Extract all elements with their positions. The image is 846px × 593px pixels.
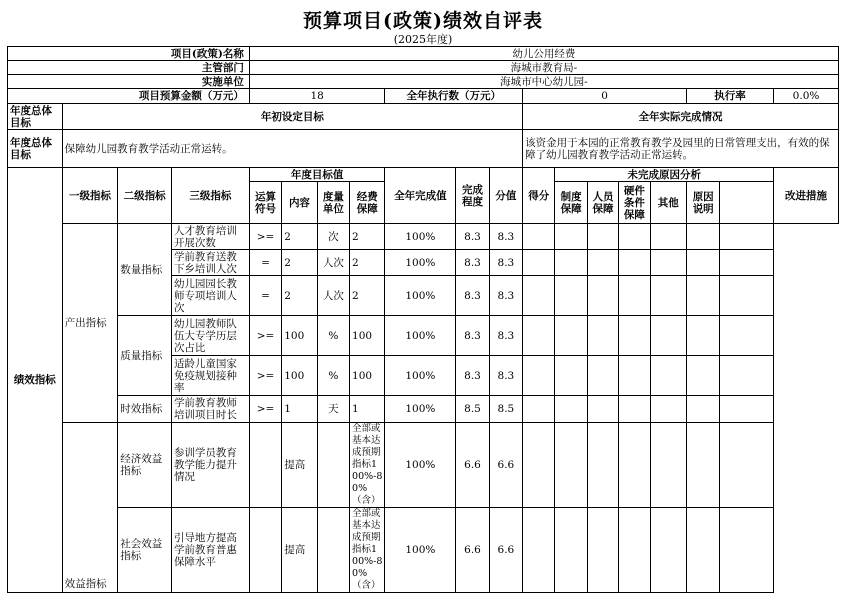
- rate-label: 执行率: [687, 89, 774, 104]
- indicator-name: 学前教育送教下乡培训人次: [171, 250, 249, 276]
- goals-section-label: 年度总体目标: [8, 104, 63, 130]
- staff-header: 人员保障: [587, 182, 618, 224]
- indicator-unit: [317, 508, 349, 593]
- indicator-op: [249, 508, 281, 593]
- indicator-score: 8.3: [456, 316, 489, 356]
- indicator-content: 2: [282, 250, 317, 276]
- indicator-annual: 100: [350, 356, 385, 396]
- indicator-degree: 100%: [385, 250, 456, 276]
- indicator-score: 8.3: [456, 276, 489, 316]
- indicator-name: 幼儿园园长教师专项培训人次: [171, 276, 249, 316]
- actual-goal-text: 该资金用于本园的正常教育教学及园里的日常管理支出，有效的保障了幼儿园教育教学活动正常运转。: [523, 130, 839, 168]
- initial-goal-header: 年初设定目标: [62, 104, 522, 130]
- indicator-op: [249, 423, 281, 508]
- table-row: [8, 396, 839, 423]
- indicator-degree: 100%: [385, 508, 456, 593]
- indicator-name: 学前教育教师培训项目时长: [171, 396, 249, 423]
- exec-value: 0: [523, 89, 687, 104]
- report-title: 预算项目(政策)绩效自评表: [303, 10, 543, 32]
- indicator-content: 2: [282, 276, 317, 316]
- indicator-score: 6.6: [456, 508, 489, 593]
- goals-section-label-2: 年度总体目标: [8, 130, 63, 168]
- indicator-op: >=: [249, 396, 281, 423]
- lvl3-header: 三级指标: [171, 168, 249, 224]
- level1-output: 产出指标: [62, 224, 118, 423]
- goals-header-row: [8, 104, 839, 130]
- info-row-budget: [8, 89, 839, 104]
- actual-goal-header: 全年实际完成情况: [523, 104, 839, 130]
- indicator-got: 8.3: [489, 250, 522, 276]
- indicator-header-row-1: [8, 168, 839, 182]
- improve-header: 改进措施: [774, 168, 839, 224]
- indicator-got: 6.6: [489, 423, 522, 508]
- unfinished-group-header: 未完成原因分析: [555, 168, 774, 182]
- indicator-unit: 天: [317, 396, 349, 423]
- indicator-content: 提高: [282, 508, 317, 593]
- indicator-degree: 100%: [385, 276, 456, 316]
- indicator-got: 8.3: [489, 356, 522, 396]
- indicator-annual: 2: [350, 276, 385, 316]
- indicator-got: 8.3: [489, 316, 522, 356]
- fund-header: 经费保障: [350, 182, 385, 224]
- indicator-annual: 全部或基本达成预期指标100%-80%（含）: [350, 508, 385, 593]
- indicator-unit: %: [317, 316, 349, 356]
- indicator-op: >=: [249, 356, 281, 396]
- annual-header: 全年完成值: [385, 168, 456, 224]
- table-row: [8, 224, 839, 250]
- indicator-unit: 次: [317, 224, 349, 250]
- dept-value: 海城市教育局-: [249, 61, 838, 75]
- indicator-annual: 2: [350, 250, 385, 276]
- hardware-header: 硬件条件保障: [619, 182, 650, 224]
- indicator-got: 6.6: [489, 508, 522, 593]
- indicator-score: 8.3: [456, 250, 489, 276]
- level2-social: 社会效益指标: [118, 508, 172, 593]
- indicator-content: 2: [282, 224, 317, 250]
- unit-header: 度量单位: [317, 182, 349, 224]
- indicator-op: >=: [249, 316, 281, 356]
- indicator-annual: 1: [350, 396, 385, 423]
- level2-timeliness: 时效指标: [118, 396, 172, 423]
- indicator-degree: 100%: [385, 224, 456, 250]
- indicator-score: 6.6: [456, 423, 489, 508]
- indicator-unit: %: [317, 356, 349, 396]
- indicator-got: 8.3: [489, 224, 522, 250]
- indicator-degree: 100%: [385, 356, 456, 396]
- indicator-degree: 100%: [385, 316, 456, 356]
- info-row-dept: [8, 61, 839, 75]
- indicator-annual: 100: [350, 316, 385, 356]
- report-year: (2025年度): [393, 33, 453, 46]
- indicator-name: 参训学员教育教学能力提升情况: [171, 423, 249, 508]
- perf-indicator-label: 绩效指标: [8, 168, 63, 593]
- exec-label: 全年执行数（万元）: [385, 89, 523, 104]
- project-value: 幼儿公用经费: [249, 47, 838, 61]
- lvl1-header: 一级指标: [62, 168, 118, 224]
- indicator-name: 人才教育培训开展次数: [171, 224, 249, 250]
- op-header: 运算符号: [249, 182, 281, 224]
- rate-value: 0.0%: [774, 89, 839, 104]
- indicator-content: 1: [282, 396, 317, 423]
- unit-value: 海城市中心幼儿园-: [249, 75, 838, 89]
- level2-quantity: 数量指标: [118, 224, 172, 316]
- info-row-project: [8, 47, 839, 61]
- indicator-content: 100: [282, 356, 317, 396]
- goals-content-row: [8, 130, 839, 168]
- content-header: 内容: [282, 182, 317, 224]
- other-header: 其他: [650, 182, 686, 224]
- indicator-score: 8.5: [456, 396, 489, 423]
- indicator-unit: [317, 423, 349, 508]
- dept-label: 主管部门: [8, 61, 250, 75]
- indicator-degree: 100%: [385, 396, 456, 423]
- indicator-unit: 人次: [317, 276, 349, 316]
- indicator-score: 8.3: [456, 224, 489, 250]
- indicator-got: 8.5: [489, 396, 522, 423]
- level2-quality: 质量指标: [118, 316, 172, 396]
- indicator-op: >=: [249, 224, 281, 250]
- lvl2-header: 二级指标: [118, 168, 172, 224]
- indicator-op: =: [249, 276, 281, 316]
- reason-header: 原因说明: [687, 182, 720, 224]
- evaluation-table: [7, 46, 839, 593]
- degree-header: 完成程度: [456, 168, 489, 224]
- got-header: 得分: [523, 168, 555, 224]
- info-row-unit: [8, 75, 839, 89]
- score-header: 分值: [489, 168, 522, 224]
- indicator-name: 幼儿园教师队伍大专学历层次占比: [171, 316, 249, 356]
- project-label: 项目(政策)名称: [8, 47, 250, 61]
- table-row: [8, 316, 839, 356]
- target-group-header: 年度目标值: [249, 168, 385, 182]
- indicator-name: 引导地方提高学前教育普惠保障水平: [171, 508, 249, 593]
- indicator-unit: 人次: [317, 250, 349, 276]
- initial-goal-text: 保障幼儿园教育教学活动正常运转。: [62, 130, 522, 168]
- system-header: 制度保障: [555, 182, 587, 224]
- indicator-annual: 全部或基本达成预期指标100%-80%（含）: [350, 423, 385, 508]
- indicator-degree: 100%: [385, 423, 456, 508]
- indicator-score: 8.3: [456, 356, 489, 396]
- indicator-name: 适龄儿童国家免疫规划接种率: [171, 356, 249, 396]
- indicator-content: 100: [282, 316, 317, 356]
- budget-label: 项目预算金额（万元）: [8, 89, 250, 104]
- indicator-got: 8.3: [489, 276, 522, 316]
- unit-label: 实施单位: [8, 75, 250, 89]
- table-row: [8, 508, 839, 593]
- level1-benefit: 效益指标: [62, 423, 118, 593]
- indicator-op: =: [249, 250, 281, 276]
- table-row: [8, 423, 839, 508]
- indicator-content: 提高: [282, 423, 317, 508]
- level2-economic: 经济效益指标: [118, 423, 172, 508]
- budget-value: 18: [249, 89, 385, 104]
- indicator-annual: 2: [350, 224, 385, 250]
